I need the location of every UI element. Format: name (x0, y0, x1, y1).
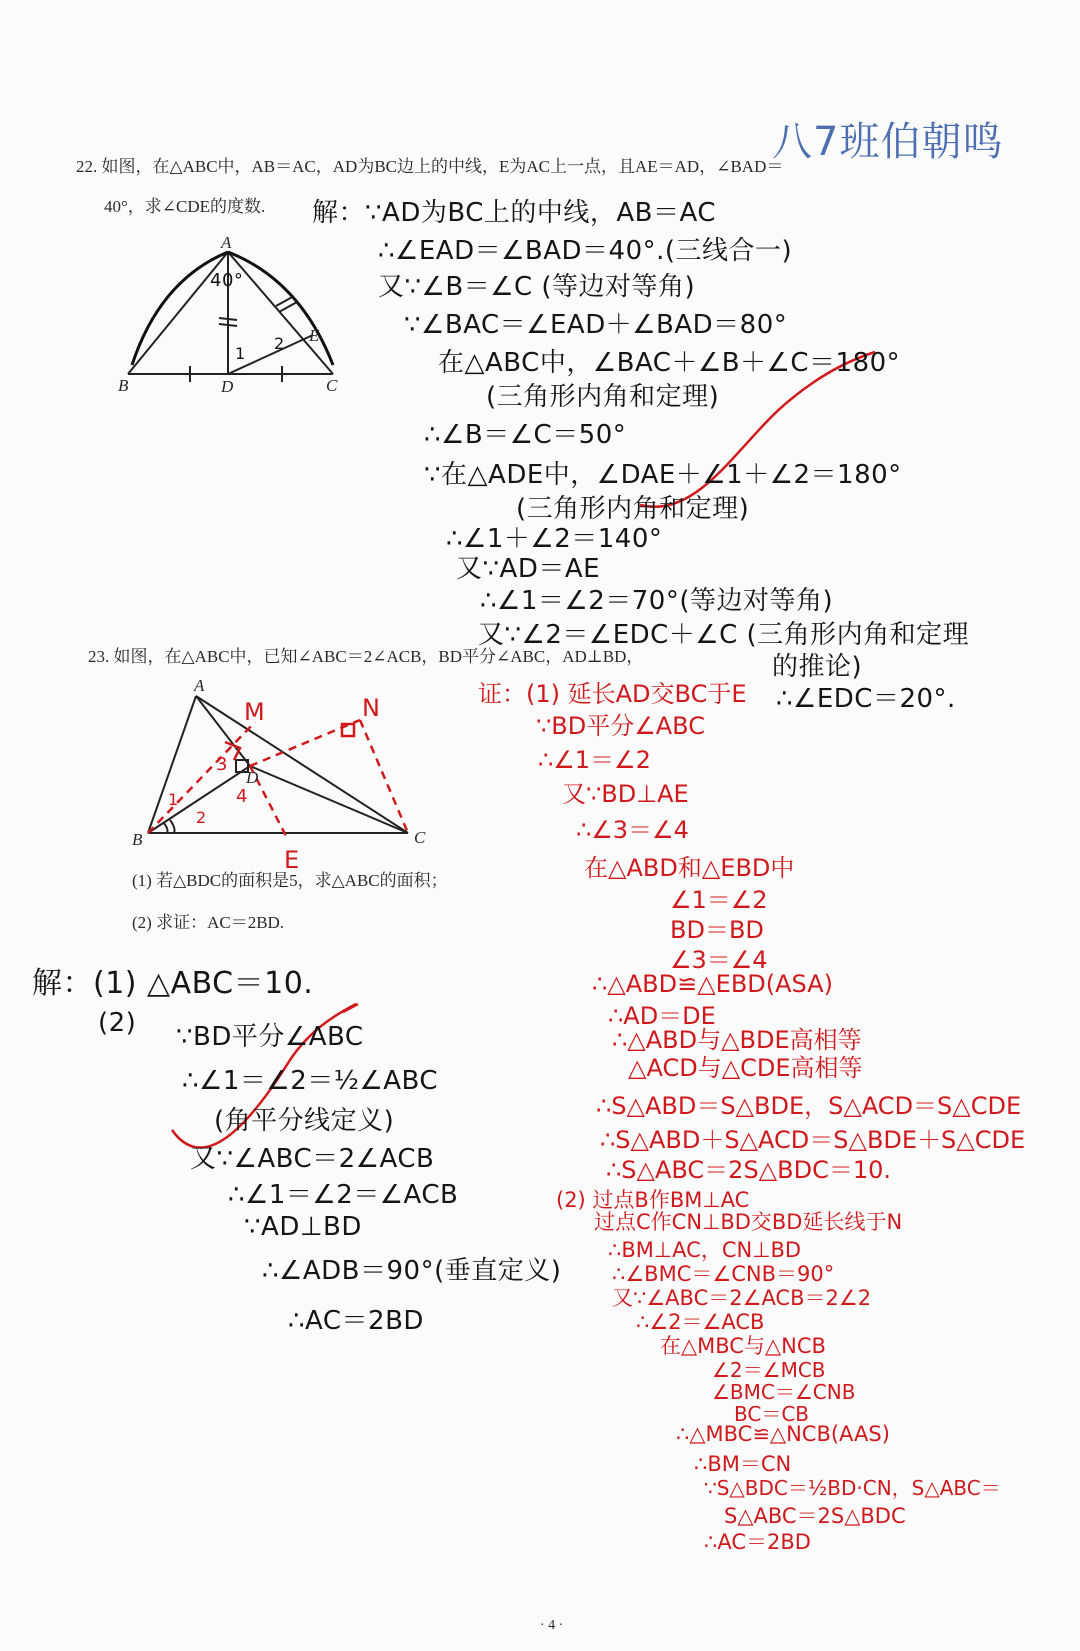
p23-student-line-5: (角平分线定义) (214, 1106, 395, 1136)
fig22-angle-40: 40° (210, 270, 244, 291)
p23-teacher-line-17: (2) 过点B作BM⊥AC (556, 1188, 750, 1212)
fig22-label-a: A (221, 233, 232, 252)
fig23-label-c: C (414, 828, 426, 847)
fig23-label-n: N (362, 694, 380, 722)
fig22-label-e: E (309, 326, 320, 345)
p22-solution-line-9: (三角形内角和定理) (516, 494, 750, 524)
fig22-label-b: B (118, 376, 129, 395)
problem-22-statement-line2: 40°，求∠CDE的度数. (104, 197, 266, 216)
fig23-label-d: D (246, 768, 259, 787)
p23-teacher-line-25: ∠BMC＝∠CNB (712, 1380, 856, 1404)
fig23-mark-4: 4 (236, 786, 248, 807)
p22-solution-line-10: ∴∠1＋∠2＝140° (446, 524, 663, 554)
p23-teacher-line-4: 又∵BD⊥AE (562, 780, 689, 808)
check-tail (343, 1004, 358, 1012)
angle-arc-b-2 (163, 822, 168, 833)
p23-teacher-line-11: ∴AD＝DE (608, 1002, 716, 1030)
fig22-mark-1: 1 (235, 344, 246, 363)
p23-teacher-line-31: ∴AC＝2BD (704, 1530, 811, 1554)
p22-solution-line-2: ∴∠EAD＝∠BAD＝40°.(三线合一) (378, 236, 793, 266)
p23-teacher-line-1: 证：(1) 延长AD交BC于E (478, 680, 747, 708)
angle-arc-b (170, 820, 175, 833)
p23-student-line-8: ∵AD⊥BD (244, 1212, 362, 1242)
problem-22-statement-line1: 22. 如图，在△ABC中，AB＝AC，AD为BC边上的中线，E为AC上一点，且AE＝AD，∠BAD＝ (76, 157, 784, 176)
problem-23-question-2: (2) 求证：AC＝2BD. (132, 913, 285, 932)
fig22-mark-2: 2 (274, 334, 285, 353)
p22-solution-line-1: 解：∵AD为BC上的中线，AB＝AC (312, 198, 716, 228)
p23-teacher-line-3: ∴∠1＝∠2 (538, 746, 651, 774)
fig23-label-a: A (194, 676, 205, 695)
p22-solution-line-14: 的推论) (772, 652, 863, 682)
p23-student-line-1: 解：(1) △ABC＝10. (32, 966, 314, 1001)
fig23-label-b: B (132, 830, 143, 849)
p23-teacher-line-5: ∴∠3＝∠4 (576, 816, 689, 844)
p23-teacher-line-19: ∴BM⊥AC，CN⊥BD (608, 1238, 802, 1262)
p22-solution-line-13: 又∵∠2＝∠EDC＋∠C (三角形内角和定理 (478, 620, 970, 650)
p22-solution-line-5: 在△ABC中，∠BAC＋∠B＋∠C＝180° (438, 348, 901, 378)
p22-solution-line-15: ∴∠EDC＝20°. (776, 684, 956, 714)
p23-teacher-line-12: ∴△ABD与△BDE高相等 (612, 1026, 862, 1054)
segment-ab-23 (148, 696, 196, 833)
p23-teacher-line-24: ∠2＝∠MCB (712, 1358, 826, 1382)
p22-solution-line-3: 又∵∠B＝∠C (等边对等角) (378, 272, 696, 302)
fig23-mark-3: 3 (216, 754, 228, 775)
p23-teacher-line-26: BC＝CB (734, 1402, 810, 1426)
fig23-mark-2: 2 (196, 808, 207, 827)
p22-solution-line-6: (三角形内角和定理) (486, 382, 720, 412)
p23-student-line-3: ∵BD平分∠ABC (176, 1022, 364, 1052)
p23-teacher-line-16: ∴S△ABC＝2S△BDC＝10. (606, 1156, 892, 1184)
p23-student-line-10: ∴AC＝2BD (288, 1306, 424, 1336)
p23-teacher-line-14: ∴S△ABD＝S△BDE，S△ACD＝S△CDE (596, 1092, 1022, 1120)
p23-teacher-line-22: ∴∠2＝∠ACB (636, 1310, 765, 1334)
p23-teacher-line-13: △ACD与△CDE高相等 (628, 1054, 863, 1082)
fig22-label-d: D (221, 377, 234, 396)
p23-student-line-9: ∴∠ADB＝90°(垂直定义) (262, 1256, 562, 1286)
p23-teacher-line-8: BD＝BD (670, 916, 764, 944)
p23-student-line-6: 又∵∠ABC＝2∠ACB (190, 1144, 435, 1174)
p23-teacher-line-30: S△ABC＝2S△BDC (724, 1504, 906, 1528)
p23-teacher-line-23: 在△MBC与△NCB (660, 1334, 826, 1358)
tick-ad-2 (219, 324, 237, 326)
p23-teacher-line-20: ∴∠BMC＝∠CNB＝90° (612, 1262, 835, 1286)
fig22-label-c: C (326, 376, 338, 395)
p23-student-line-2: (2) (98, 1008, 137, 1038)
p23-teacher-line-9: ∠3＝∠4 (670, 946, 768, 974)
p23-teacher-line-28: ∴BM＝CN (694, 1452, 792, 1476)
fig23-mark-1: 1 (168, 790, 179, 809)
line-dn (250, 720, 360, 766)
tick-ad-1 (219, 318, 237, 320)
p23-teacher-line-15: ∴S△ABD＋S△ACD＝S△BDE＋S△CDE (600, 1126, 1026, 1154)
p23-teacher-line-6: 在△ABD和△EBD中 (584, 854, 795, 882)
p22-solution-line-8: ∵在△ADE中，∠DAE＋∠1＋∠2＝180° (424, 460, 902, 490)
p22-solution-line-4: ∵∠BAC＝∠EAD＋∠BAD＝80° (404, 310, 788, 340)
p22-solution-line-7: ∴∠B＝∠C＝50° (424, 420, 627, 450)
problem-23-question-1: (1) 若△BDC的面积是5，求△ABC的面积； (132, 871, 448, 890)
p23-teacher-line-27: ∴△MBC≌△NCB(AAS) (676, 1422, 890, 1446)
p23-teacher-line-21: 又∵∠ABC＝2∠ACB＝2∠2 (612, 1286, 872, 1310)
p23-teacher-line-18: 过点C作CN⊥BD交BD延长线于N (594, 1210, 903, 1234)
p23-teacher-line-2: ∵BD平分∠ABC (536, 712, 705, 740)
fig23-label-e: E (284, 846, 300, 874)
p22-solution-line-11: 又∵AD＝AE (456, 554, 601, 584)
p23-student-line-7: ∴∠1＝∠2＝∠ACB (228, 1180, 459, 1210)
page-number: · 4 · (540, 1618, 564, 1633)
p23-student-line-4: ∴∠1＝∠2＝½∠ABC (182, 1066, 439, 1096)
p22-solution-line-12: ∴∠1＝∠2＝70°(等边对等角) (480, 586, 834, 616)
problem-23-statement: 23. 如图，在△ABC中，已知∠ABC＝2∠ACB，BD平分∠ABC，AD⊥BD， (88, 647, 644, 666)
p23-teacher-line-10: ∴△ABD≌△EBD(ASA) (592, 970, 834, 998)
watermark-name: 八7班伯朝鸣 (772, 119, 1004, 165)
fig23-label-m: M (244, 698, 265, 726)
p23-teacher-line-29: ∵S△BDC＝½BD·CN，S△ABC＝ (704, 1476, 1001, 1500)
p23-teacher-line-7: ∠1＝∠2 (670, 886, 768, 914)
